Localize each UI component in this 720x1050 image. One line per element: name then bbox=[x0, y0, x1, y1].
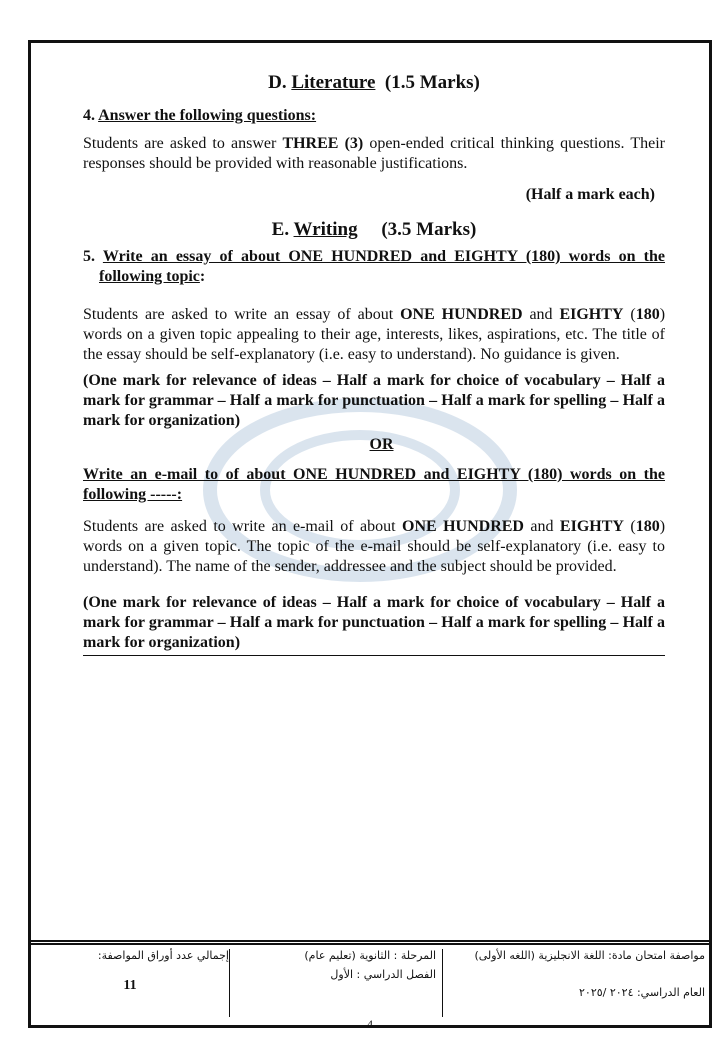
question-4-title: 4. Answer the following questions: bbox=[83, 107, 317, 124]
academic-year: العام الدراسي: ٢٠٢٤ /٢٠٢٥ bbox=[579, 986, 705, 999]
question-4-description: Students are asked to answer THREE (3) open-ended critical thinking questions. Their responses should be provided with reasonable justifications. bbox=[83, 135, 666, 172]
footer-total-cell bbox=[31, 949, 237, 1017]
section-e-heading: E. Writing (3.5 Marks) bbox=[271, 219, 477, 240]
total-pages-label: إجمالي عدد أوراق المواصفة: bbox=[97, 949, 229, 962]
essay-description: Students are asked to write an essay of about ONE HUNDRED and EIGHTY (180) words on a given topic appealing to their age, interests, likes, aspirations, etc. The title of the essay should be self-explanatory (i.e. easy to understand). No guidance is given. bbox=[83, 306, 666, 363]
divider bbox=[83, 655, 665, 656]
document-body bbox=[83, 70, 665, 656]
total-pages-value: 11 bbox=[123, 978, 137, 993]
email-description: Students are asked to write an e-mail of about ONE HUNDRED and EIGHTY (180) words on a given topic. The topic of the e-mail should be self-explanatory (i.e. easy to understand). The name of the sender, addressee and the subject should be provided. bbox=[83, 518, 666, 575]
question-5-title: 5. Write an essay of about ONE HUNDRED and EIGHTY (180) words on the following topic: bbox=[83, 248, 665, 285]
footer-table bbox=[31, 940, 709, 1031]
subject-label: مواصفة امتحان مادة: اللغة الانجليزية (اللغه الأولى) bbox=[474, 949, 705, 962]
page-number: 4 bbox=[367, 1017, 373, 1031]
footer-subject-cell bbox=[443, 949, 709, 1017]
section-d-heading: D. Literature (1.5 Marks) bbox=[268, 72, 480, 93]
or-separator: OR bbox=[369, 436, 394, 453]
question-4-marks-note: (Half a mark each) bbox=[525, 186, 655, 203]
essay-rubric: (One mark for relevance of ideas – Half a mark for choice of vocabulary – Half a mark for grammar – Half a mark for punctuation – Half a mark for spelling – Half a mark for organization) bbox=[83, 372, 665, 429]
stage-label: المرحلة : الثانوية (تعليم عام) bbox=[304, 949, 436, 962]
footer-stage-cell bbox=[229, 949, 443, 1017]
email-question-title: Write an e-mail to of about ONE HUNDRED and EIGHTY (180) words on the following -----: bbox=[83, 466, 665, 503]
email-rubric: (One mark for relevance of ideas – Half a mark for choice of vocabulary – Half a mark for grammar – Half a mark for punctuation – Half a mark for spelling – Half a mark for organization) bbox=[83, 594, 665, 651]
term-label: الفصل الدراسي : الأول bbox=[330, 968, 436, 981]
